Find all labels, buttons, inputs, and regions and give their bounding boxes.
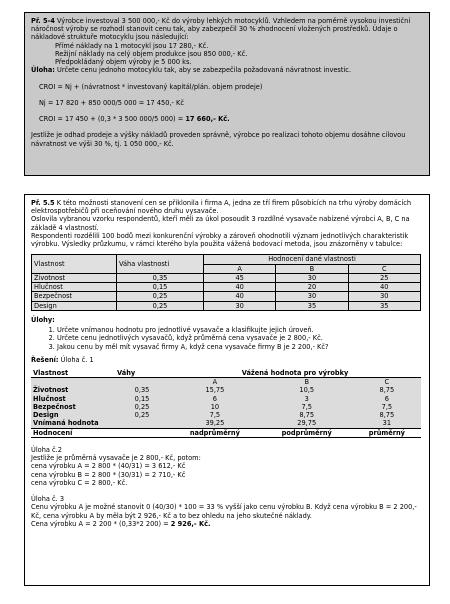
table-cell: 8,75 [353, 411, 421, 419]
table-row [31, 386, 421, 394]
task-3-formula: Cena výrobku A = 2 200 * (0,33*2 200) = 2 926,- Kč. [31, 519, 211, 528]
table-header-cell: Vlastnost [32, 255, 117, 273]
cost-overhead: Režijní náklady na celý objem produkce jsou 850 000,- Kč. [55, 49, 248, 58]
table-cell: Bezpečnost [32, 292, 117, 301]
table-header-cell: Váhy [115, 369, 169, 378]
table-header-cell: B [276, 264, 348, 273]
table-header-row [31, 369, 421, 378]
list-item: 3. Jakou cenu by měl mít vysavač firmy A, když cena vysavače firmy B je 2 200,- Kč? [57, 343, 423, 351]
table-cell: 35 [276, 301, 348, 310]
table-cell: Hodnocení [31, 428, 115, 437]
table-cell: 0,25 [117, 301, 204, 310]
table-row [31, 403, 421, 411]
table-header-cell: A [169, 378, 261, 387]
cost-direct: Přímé náklady na 1 motocykl jsou 17 280,- Kč. [55, 41, 209, 50]
table-cell: průměrný [353, 428, 421, 437]
table-cell: 15,75 [169, 386, 261, 394]
table-cell: 31 [353, 419, 421, 428]
tasks-heading: Úlohy: [31, 315, 55, 324]
table-cell: 25 [348, 273, 420, 282]
table-header-row [31, 378, 421, 387]
table-cell [115, 419, 169, 428]
example-5-4-box [24, 12, 430, 176]
formula-nj: Nj = 17 820 + 850 000/5 000 = 17 450,- Kč [39, 98, 184, 107]
list-item: 1. Určete vnímanou hodnotu pro jednotlivé vysavače a klasifikujte jejich úroveň. [57, 326, 423, 334]
example-5-4-label: Př. 5-4 [31, 17, 55, 25]
table-cell: 0,35 [117, 273, 204, 282]
table-cell: Hlučnost [31, 395, 115, 403]
example-5-4-task: Úloha: Určete cenu jednoho motocyklu tak, aby se zabezpečila požadovaná návratnost investic. [31, 66, 351, 75]
task-2-line: cena výrobku A = 2 800 * (40/31) = 3 612,- Kč [31, 462, 186, 471]
table-cell: 0,25 [115, 403, 169, 411]
table-cell: 40 [204, 292, 276, 301]
table-cell: podprůměrný [261, 428, 353, 437]
table-row [31, 419, 421, 428]
example-5-5-intro: Př. 5.5 K této možnosti stanovení cen se přiklonila i firma A, jedna ze tří firem působících na trhu výroby domácích elektrospotřebičů při oceňování nového druhu vysavače. [31, 199, 412, 216]
table-cell: 6 [169, 395, 261, 403]
table-header-cell: B [261, 378, 353, 387]
example-5-5-p2: Oslovila vybranou vzorku respondentů, kteří měli za úkol posoudit 3 rozdílné vysavače nabízené výrobci A, B, C na základě 4 vlastností. [31, 215, 410, 232]
table-row [32, 283, 421, 292]
table-header-cell: Hodnocení dané vlastnosti [204, 255, 421, 264]
table-cell: 3 [261, 395, 353, 403]
task-3-heading: Úloha č. 3 [31, 495, 65, 504]
table-cell: nadprůměrný [169, 428, 261, 437]
table-cell: 7,5 [353, 403, 421, 411]
table-cell: Životnost [32, 273, 117, 282]
table-cell: 20 [276, 283, 348, 292]
table-cell: 8,75 [261, 411, 353, 419]
example-5-5-label: Př. 5.5 [31, 199, 55, 207]
table-cell: 10,5 [261, 386, 353, 394]
table-cell: 40 [348, 283, 420, 292]
weighted-value-table [31, 369, 421, 438]
table-cell: 0,25 [115, 411, 169, 419]
table-row [31, 411, 421, 419]
table-row [32, 301, 421, 310]
evaluation-table [31, 254, 421, 310]
table-cell: 39,25 [169, 419, 261, 428]
table-cell [115, 428, 169, 437]
table-cell: Hlučnost [32, 283, 117, 292]
table-row [32, 273, 421, 282]
table-cell: 0,35 [115, 386, 169, 394]
example-5-5-p3: Respondenti rozdělili 100 bodů mezi konkurenční výrobky a zároveň ohodnotili význam jednotlivých charakteristik výrobku. Výsledky průzkumu, v rámci kterého byla použita vážená bodovací metoda, jsou znázorněny v tabulce: [31, 231, 409, 249]
table-cell: 40 [204, 283, 276, 292]
table-cell: Design [32, 301, 117, 310]
example-5-4-conclusion: Jestliže je odhad prodeje a výšky nákladů proveden správně, výrobce po realizaci tohoto objemu dosáhne cílovou návratnost ve výši 30 %, tj. 1 050 000,- Kč. [31, 131, 406, 148]
table-cell [115, 378, 169, 387]
table-cell: 30 [276, 273, 348, 282]
table-header-cell: A [204, 264, 276, 273]
table-cell: 29,75 [261, 419, 353, 428]
table-header-cell: Vážená hodnota pro výrobky [169, 369, 421, 378]
table-cell: 45 [204, 273, 276, 282]
table-cell: 0,15 [115, 395, 169, 403]
task-2-line: cena výrobku B = 2 800 * (30/31) = 2 710,- Kč [31, 470, 186, 479]
task-3-text: Cenu výrobku A je možné stanovit 0 (40/30) * 100 = 33 % vyšší jako cenu výrobku B. Když cena výrobku B = 2 200,- Kč, cena výrobku A by měla být 2 926,- Kč a to bez ohledu na jeho skutečné náklady. [31, 503, 417, 520]
table-cell: 35 [348, 301, 420, 310]
tasks-list [31, 326, 423, 351]
table-header-cell: C [353, 378, 421, 387]
table-cell: 30 [204, 301, 276, 310]
table-row [32, 292, 421, 301]
task-2-intro: Jestliže je průměrná vysavače je 2 800,- Kč, potom: [31, 454, 201, 463]
task-2-line: cena výrobku C = 2 800,- Kč. [31, 478, 128, 487]
table-cell: 6 [353, 395, 421, 403]
table-cell: 7,5 [261, 403, 353, 411]
table-cell: 0,15 [117, 283, 204, 292]
list-item: 2. Určete cenu jednotlivých vysavačů, když průměrná cena vysavače je 2 800,- Kč. [57, 334, 423, 342]
table-row [31, 428, 421, 437]
table-cell: 7,5 [169, 411, 261, 419]
formula-croi-result: CROI = 17 450 + (0,3 * 3 500 000/5 000) = 17 660,- Kč. [39, 115, 230, 124]
table-cell: Bezpečnost [31, 403, 115, 411]
table-header-cell: Vlastnost [31, 369, 115, 378]
table-header-cell: C [348, 264, 420, 273]
cost-volume: Předpokládaný objem výroby je 5 000 ks. [55, 58, 192, 67]
example-5-4-intro: Př. 5-4 Výrobce investoval 3 500 000,- Kč do výroby lehkých motocyklů. Vzhledem na poměrně vysokou investiční náročnost výroby se rozhodl stanovit cenu tak, aby zabezpečil 30 % zhodnocení vložených prostředků. Údaje o nákladové struktuře motocyklu jsou následující: [31, 17, 411, 42]
table-row [31, 395, 421, 403]
table-cell: 0,25 [117, 292, 204, 301]
table-cell: 30 [276, 292, 348, 301]
table-cell: 8,75 [353, 386, 421, 394]
table-cell: 30 [348, 292, 420, 301]
table-header-row [32, 255, 421, 264]
table-cell: 10 [169, 403, 261, 411]
example-5-5-box [24, 194, 430, 586]
solution-heading: Řešení: Úloha č. 1 [31, 355, 94, 364]
task-2-heading: Úloha č.2 [31, 445, 62, 454]
table-cell: Vnímaná hodnota [31, 419, 115, 428]
formula-croi: CROI = Nj + (návratnost * investovaný kapitál/plán. objem prodeje) [39, 82, 263, 91]
table-cell: Design [31, 411, 115, 419]
table-cell: Životnost [31, 386, 115, 394]
table-header-cell: Váha vlastnosti [117, 255, 204, 273]
